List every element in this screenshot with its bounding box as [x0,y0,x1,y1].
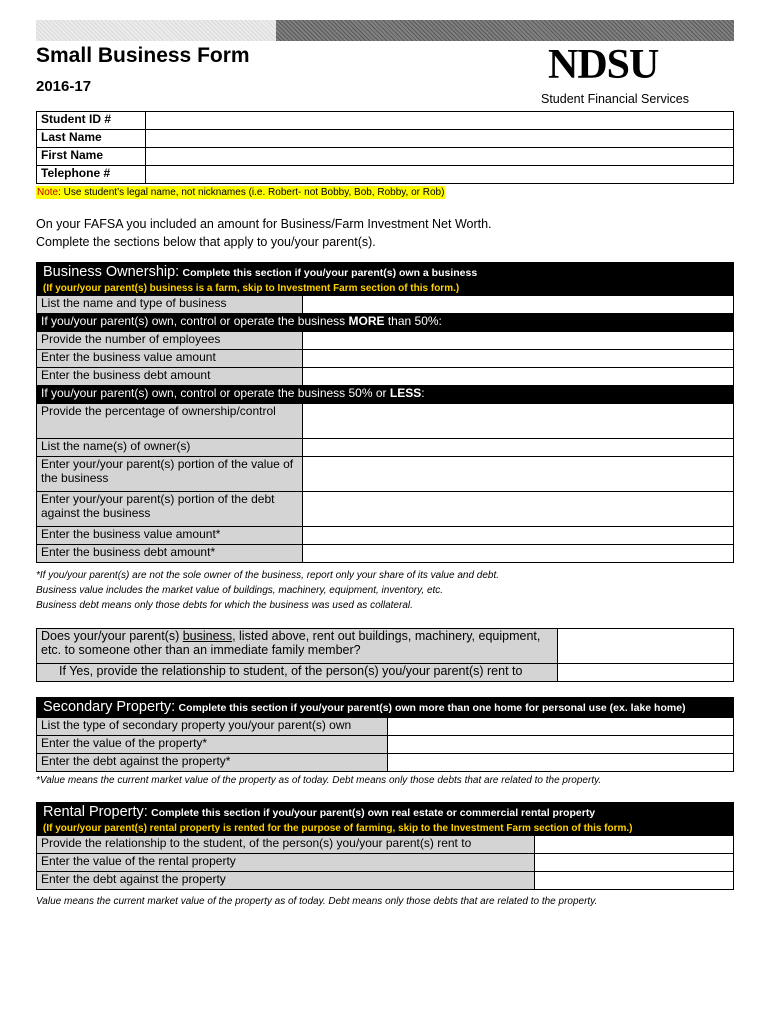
ndsu-logo: NDSU [548,42,659,88]
employees-field[interactable] [303,332,734,350]
form-year: 2016-17 [36,78,92,95]
first-name-field[interactable] [146,148,734,166]
business-heading-note: Complete this section if you/your parent(s) own a business [182,267,478,279]
more-than-50-band [37,314,734,332]
business-footnotes [36,568,499,613]
rent-question-table [36,628,734,682]
debt-amount-field[interactable] [303,545,734,563]
student-id-field[interactable] [146,112,734,130]
secondary-heading [37,698,734,718]
note-label: Note [37,187,59,198]
portion-debt-field[interactable] [303,492,734,527]
rental-property-table [36,802,734,890]
business-ownership-table [36,262,734,563]
portion-value-label: Enter your/your parent(s) portion of the value of the business [37,457,303,492]
secondary-value-label: Enter the value of the property* [37,736,388,754]
rent-followup-label: If Yes, provide the relationship to student, of the person(s) you/your parent(s) rent to [37,664,558,682]
form-title: Small Business Form [36,44,250,67]
rent-question-post: , listed above, rent out buildings, machinery, equipment, etc. to someone other than an immediate family member? [41,629,541,657]
rental-footnote: Value means the current market value of the property as of today. Debt means only those debts that are related to the property. [36,896,598,907]
intro-line-1: On your FAFSA you included an amount for Business/Farm Investment Net Worth. [36,217,492,231]
secondary-type-label: List the type of secondary property you/your parent(s) own [37,718,388,736]
owner-names-label: List the name(s) of owner(s) [37,439,303,457]
header-bar-dark [276,20,734,41]
header-bar [36,20,734,41]
ownership-percentage-label: Provide the percentage of ownership/control [37,404,303,439]
more-band-end: than 50%: [384,314,442,328]
intro-text [36,215,492,251]
rental-relationship-field[interactable] [535,836,734,854]
student-id-label: Student ID # [37,112,146,130]
value-amount-field[interactable] [303,527,734,545]
portion-value-field[interactable] [303,457,734,492]
business-value-label: Enter the business value amount [37,350,303,368]
last-name-label: Last Name [37,130,146,148]
less-than-50-band [37,386,734,404]
logo-subtitle: Student Financial Services [541,92,689,106]
rent-question-pre: Does your/your parent(s) [41,629,183,643]
secondary-property-table [36,697,734,772]
value-amount-label: Enter the business value amount* [37,527,303,545]
ownership-percentage-field[interactable] [303,404,734,439]
secondary-heading-note: Complete this section if you/your parent(s) own more than one home for personal use (ex. lake home) [178,702,686,714]
business-heading [37,263,734,296]
secondary-value-field[interactable] [388,736,734,754]
rental-relationship-label: Provide the relationship to the student, of the person(s) you/your parent(s) rent to [37,836,535,854]
business-name-type-label: List the name and type of business [37,296,303,314]
employees-label: Provide the number of employees [37,332,303,350]
telephone-label: Telephone # [37,166,146,184]
rent-followup-field[interactable] [558,664,734,682]
portion-debt-label: Enter your/your parent(s) portion of the debt against the business [37,492,303,527]
last-name-field[interactable] [146,130,734,148]
rent-question-label [37,629,558,664]
more-band-bold: MORE [348,314,385,328]
owner-names-field[interactable] [303,439,734,457]
legal-name-note [36,186,445,199]
business-debt-field[interactable] [303,368,734,386]
business-name-type-field[interactable] [303,296,734,314]
rental-value-field[interactable] [535,854,734,872]
rent-question-field[interactable] [558,629,734,664]
business-heading-title: Business Ownership: [43,264,180,280]
rental-heading [37,803,734,836]
rent-question-underline: business [182,629,233,643]
less-band-end: : [421,386,425,400]
note-text: : Use student’s legal name, not nicknames (i.e. Robert- not Bobby, Bob, Robby, or Rob) [58,187,445,198]
intro-line-2: Complete the sections below that apply to you/your parent(s). [36,235,376,249]
secondary-footnote: *Value means the current market value of the property as of today. Debt means only those debts that are related to the property. [36,775,602,786]
business-footnote-2: Business value includes the market value of buildings, machinery, equipment, inventory, etc. [36,585,444,596]
business-footnote-1: *If you/your parent(s) are not the sole owner of the business, report only your share of its value and debt. [36,570,500,581]
telephone-field[interactable] [146,166,734,184]
student-info-table [36,111,734,184]
secondary-type-field[interactable] [388,718,734,736]
rental-debt-label: Enter the debt against the property [37,872,535,890]
less-band-text: If you/your parent(s) own, control or operate the business 50% or [41,386,390,400]
less-band-bold: LESS [389,386,422,400]
secondary-debt-label: Enter the debt against the property* [37,754,388,772]
business-farm-note: (If your/your parent(s) business is a farm, skip to Investment Farm section of this form.) [43,283,460,294]
secondary-heading-title: Secondary Property: [43,699,176,715]
header-bar-light [36,20,276,41]
business-value-field[interactable] [303,350,734,368]
business-footnote-3: Business debt means only those debts for which the business was used as collateral. [36,600,413,611]
secondary-debt-field[interactable] [388,754,734,772]
business-debt-label: Enter the business debt amount [37,368,303,386]
rental-heading-title: Rental Property: [43,804,148,820]
debt-amount-label: Enter the business debt amount* [37,545,303,563]
rental-debt-field[interactable] [535,872,734,890]
rental-heading-note: Complete this section if you/your parent(s) own real estate or commercial rental property [151,807,596,819]
rental-farm-note: (If your/your parent(s) rental property is rented for the purpose of farming, skip to the Investment Farm section of this form.) [43,823,633,834]
rental-value-label: Enter the value of the rental property [37,854,535,872]
more-band-text: If you/your parent(s) own, control or operate the business [41,314,349,328]
first-name-label: First Name [37,148,146,166]
